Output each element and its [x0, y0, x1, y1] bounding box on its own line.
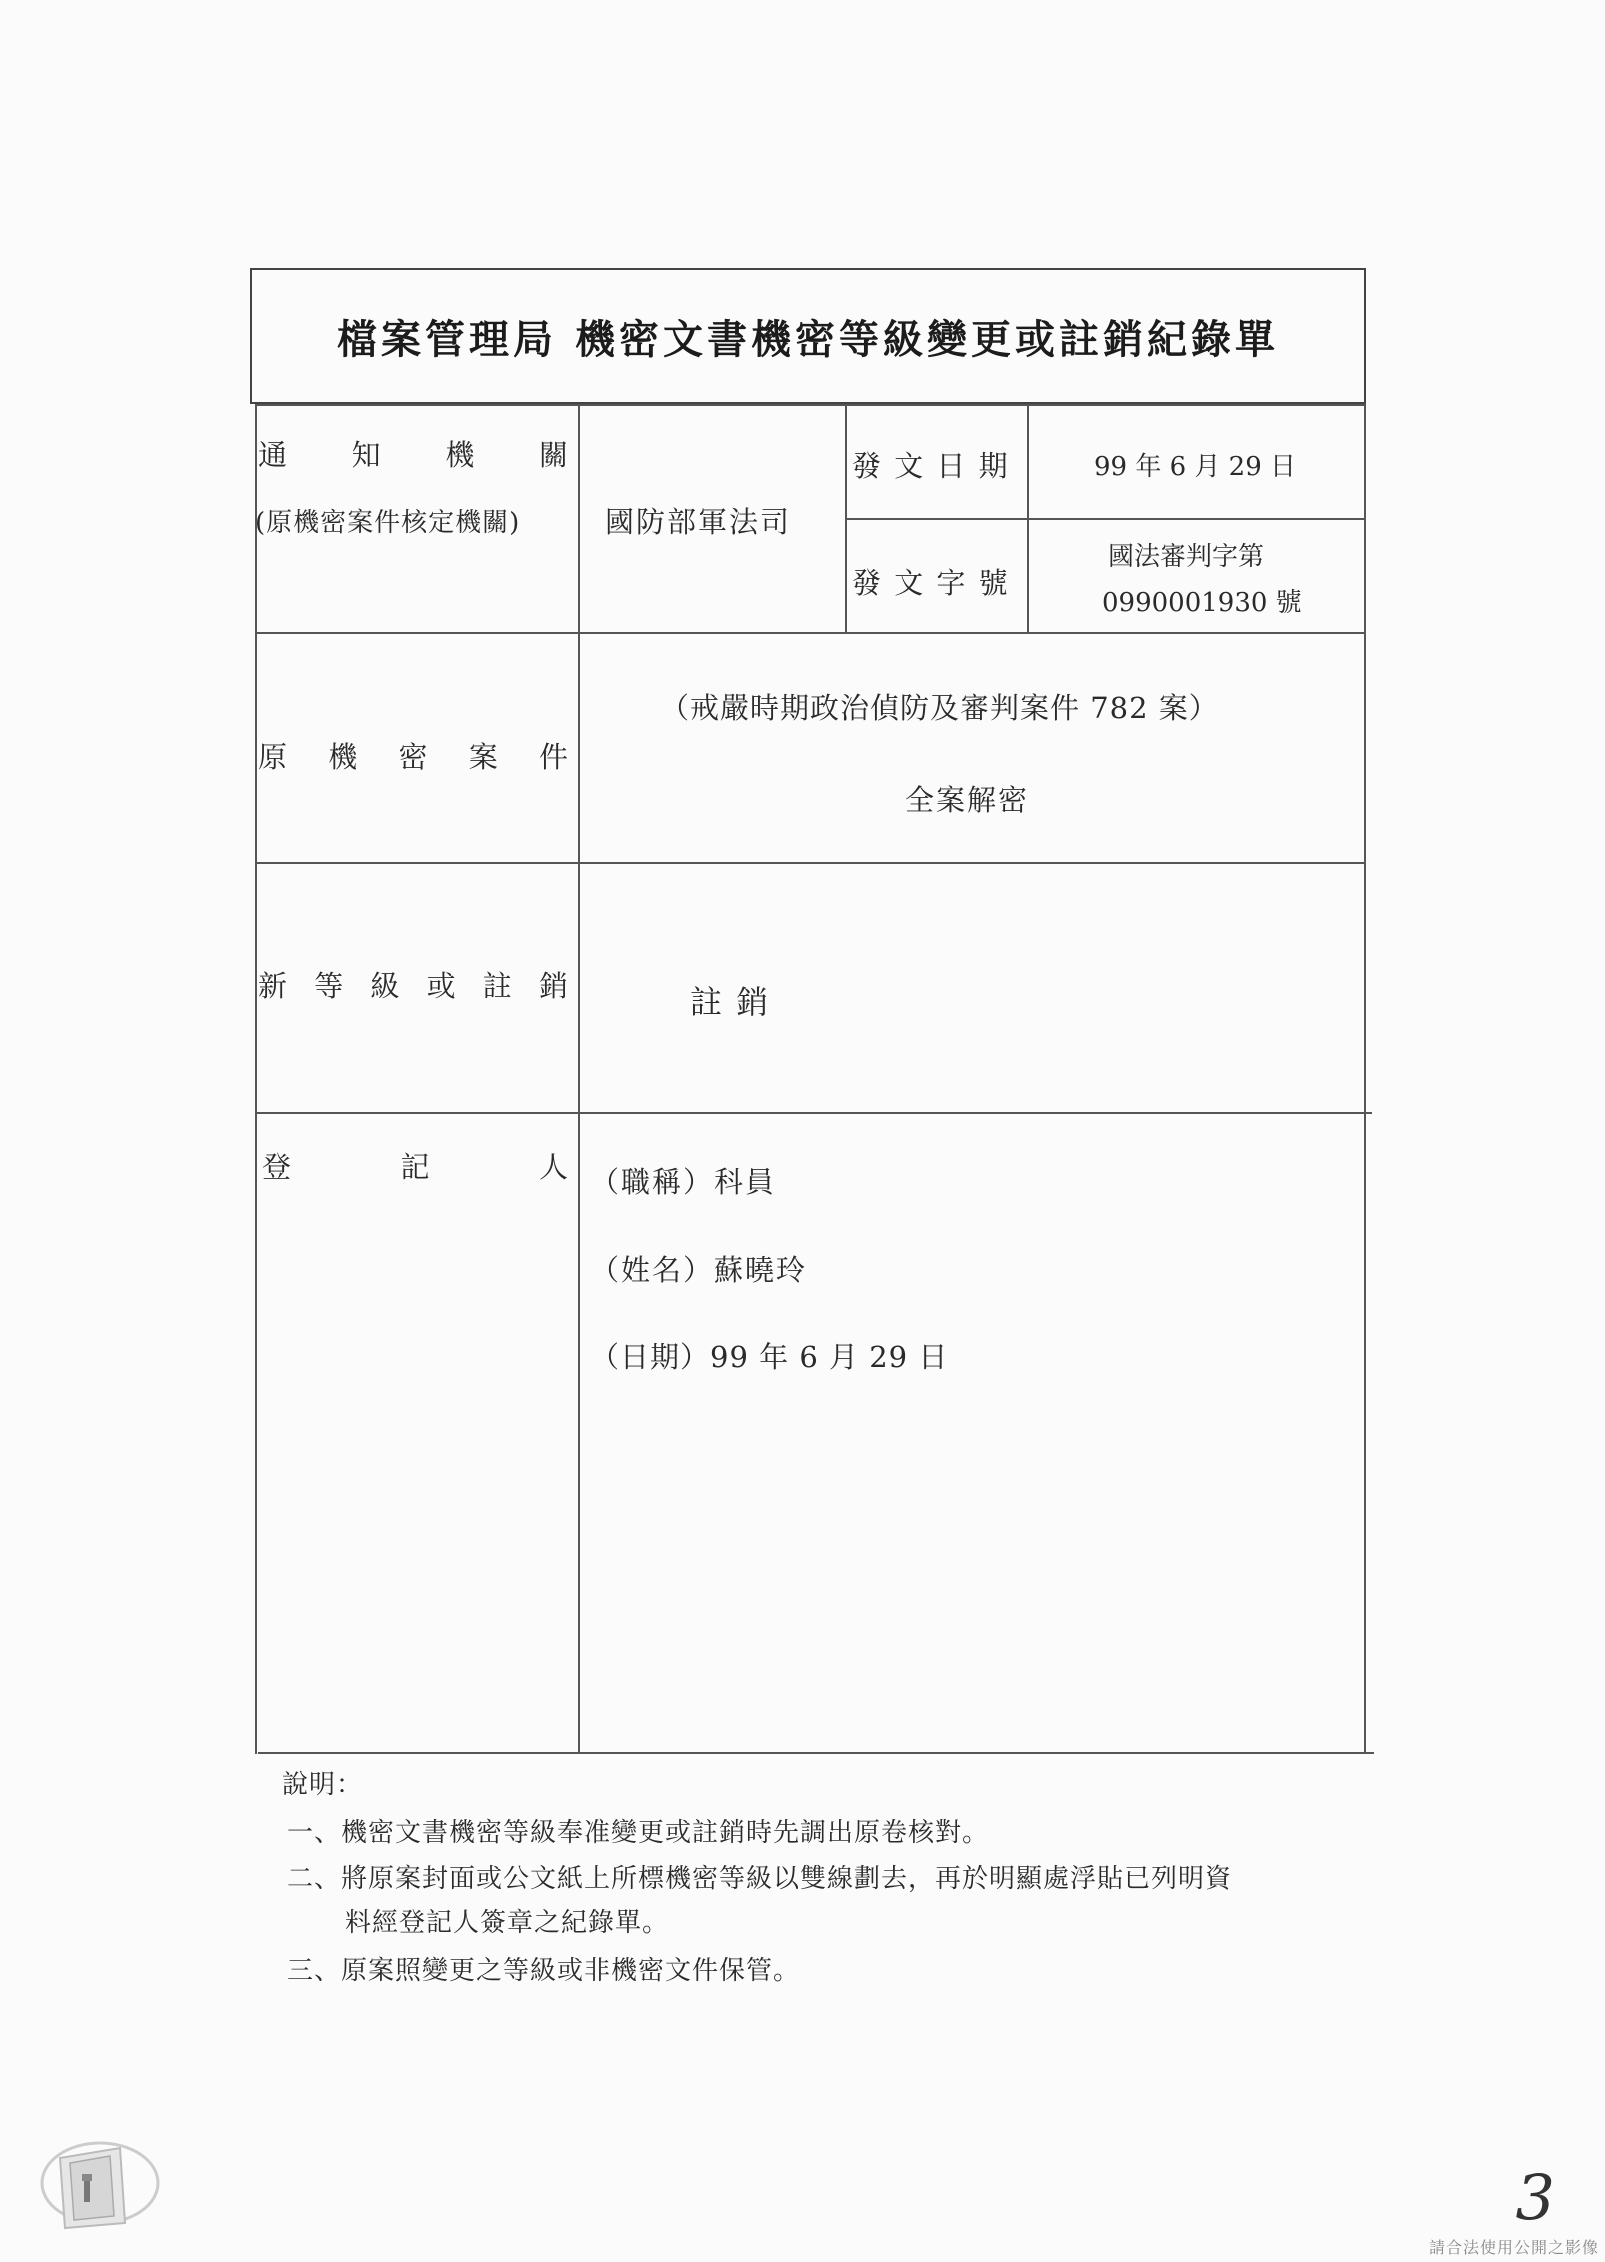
label-char: 等	[314, 969, 344, 1003]
table-line	[255, 1112, 1372, 1114]
document-title: 檔案管理局 機密文書機密等級變更或註銷紀錄單	[337, 315, 1279, 363]
label-char: 註	[482, 969, 512, 1003]
label-char: 機	[328, 740, 358, 774]
issue-date-value: 99 年 6 月 29 日	[1094, 452, 1297, 482]
note-item: 一、機密文書機密等級奉准變更或註銷時先調出原卷核對。	[287, 1818, 990, 1848]
table-line	[255, 632, 1366, 634]
table-left-border	[255, 404, 257, 1754]
label-char: 人	[538, 1150, 568, 1184]
footer-watermark: 請合法使用公開之影像	[1428, 2238, 1599, 2257]
archives-logo-icon	[40, 2128, 160, 2238]
new-level-value: 註 銷	[690, 983, 771, 1021]
label-original-case	[258, 735, 568, 776]
registrar-name: （姓名）蘇曉玲	[590, 1253, 808, 1287]
label-char: 件	[538, 740, 568, 774]
table-top-border	[255, 404, 1366, 406]
issue-no-label: 發 文 字 號	[852, 566, 1010, 600]
issue-date-label: 發 文 日 期	[852, 449, 1010, 483]
issue-no-line1: 國法審判字第	[1108, 542, 1265, 572]
label-char: 機	[445, 438, 475, 472]
registrar-title: （職稱）科員	[590, 1165, 777, 1199]
table-right-border	[1364, 404, 1366, 1754]
label-registrar	[262, 1145, 568, 1186]
label-char: 原	[258, 740, 288, 774]
table-bottom-border	[258, 1752, 1374, 1754]
table-line-inner	[845, 518, 1366, 520]
note-item: 三、原案照變更之等級或非機密文件保管。	[287, 1956, 801, 1986]
label-char: 登	[262, 1150, 292, 1184]
label-char: 通	[258, 438, 288, 472]
label-notify-agency-sub: (原機密案件核定機關)	[255, 508, 521, 538]
table-line-v	[845, 404, 847, 634]
notify-agency-value: 國防部軍法司	[605, 505, 792, 539]
table-line	[255, 862, 1366, 864]
label-char: 密	[398, 740, 428, 774]
title-box	[250, 268, 1366, 404]
page-number: 3	[1515, 2161, 1555, 2234]
original-case-line1: （戒嚴時期政治偵防及審判案件 782 案）	[660, 691, 1219, 725]
label-char: 新	[258, 969, 288, 1003]
note-item: 二、將原案封面或公文紙上所標機密等級以雙線劃去，再於明顯處浮貼已列明資	[287, 1864, 1233, 1894]
label-char: 銷	[538, 969, 568, 1003]
label-char: 知	[351, 438, 381, 472]
table-line-v	[1027, 404, 1029, 634]
label-char: 關	[538, 438, 568, 472]
registrar-date: （日期）99 年 6 月 29 日	[590, 1340, 949, 1374]
label-char: 級	[370, 969, 400, 1003]
note-item: 料經登記人簽章之紀錄單。	[345, 1908, 670, 1938]
issue-no-line2: 0990001930 號	[1102, 588, 1302, 618]
label-new-level	[258, 964, 568, 1005]
label-char: 案	[468, 740, 498, 774]
table-label-divider	[578, 404, 580, 1754]
notes-heading: 說明：	[282, 1770, 364, 1800]
label-char: 或	[426, 969, 456, 1003]
original-case-line2: 全案解密	[905, 783, 1030, 817]
label-notify-agency	[258, 433, 568, 474]
label-char: 記	[400, 1150, 430, 1184]
